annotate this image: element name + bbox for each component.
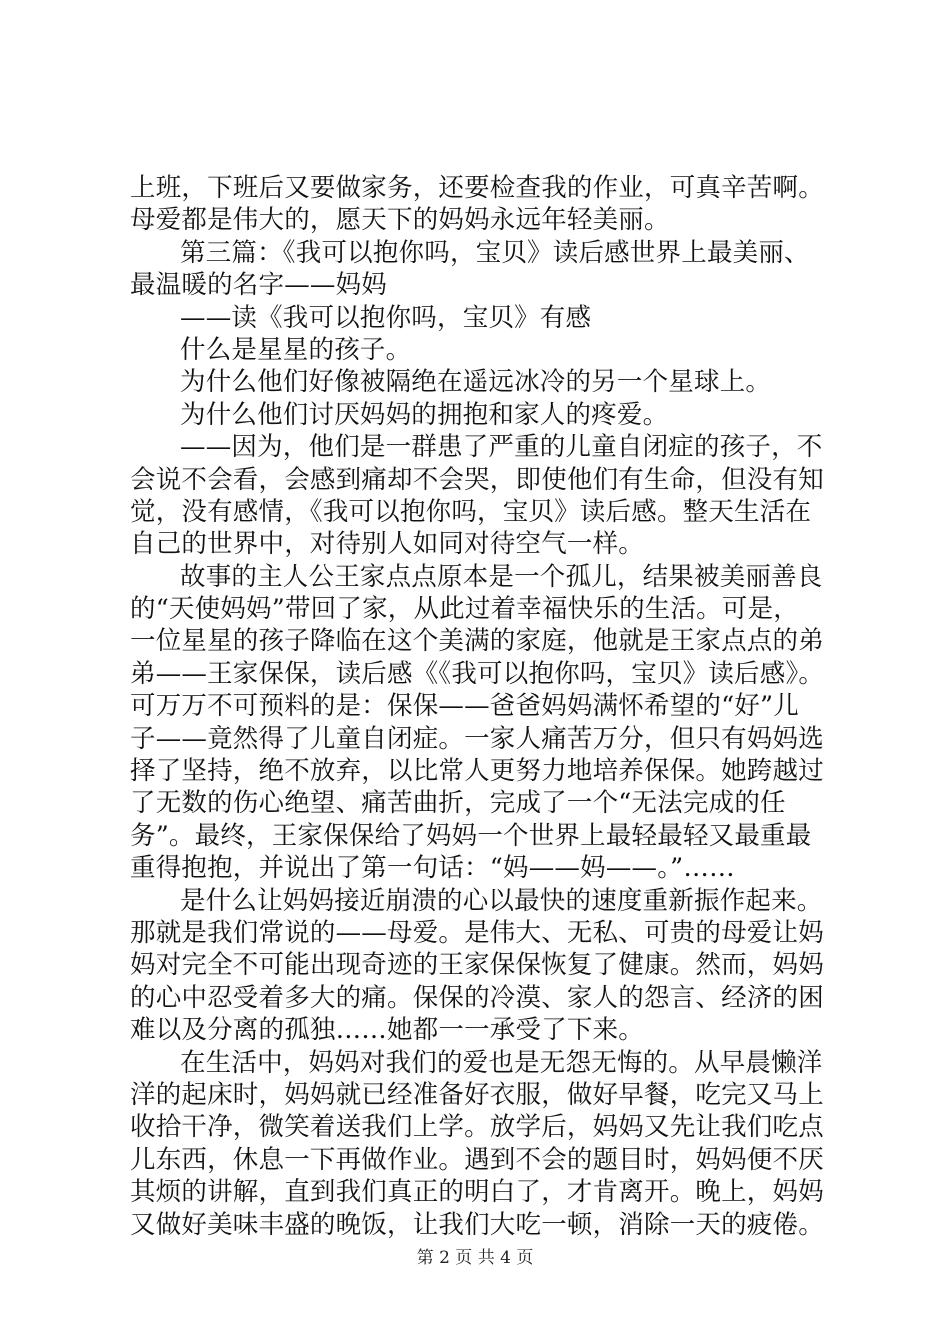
text-line: 难以及分离的孤独……她都一一承受了下来。 [130,1015,645,1046]
text-line: 一位星星的孩子降临在这个美满的家庭，他就是王家点点的弟 [130,626,824,657]
text-line: 儿东西，休息一下再做作业。遇到不会的题目时，妈妈便不厌 [130,1144,824,1175]
text-line: 务”。最终，王家保保给了妈妈一个世界上最轻最轻又最重最 [130,820,812,851]
text-line: 最温暖的名字——妈妈 [130,270,388,301]
document-body [130,172,834,1241]
text-line: 洋的起床时，妈妈就已经准备好衣服，做好早餐，吃完又马上 [130,1079,824,1110]
text-line: 第三篇：《我可以抱你吗，宝贝》读后感世界上最美丽、 [180,237,810,268]
page-footer: 第 2 页 共 4 页 [416,1248,534,1268]
text-line: 弟——王家保保，读后感《《我可以抱你吗，宝贝》读后感》。 [130,658,825,689]
text-line: ——因为，他们是一群患了严重的儿童自闭症的孩子，不 [180,432,823,463]
text-line: 在生活中，妈妈对我们的爱也是无怨无悔的。从早晨懒洋 [180,1047,823,1078]
text-line: 择了坚持，绝不放弃，以比常人更努力地培养保保。她跨越过 [130,756,824,787]
text-line: 为什么他们讨厌妈妈的拥抱和家人的疼爱。 [180,399,669,430]
text-line: 为什么他们好像被隔绝在遥远冰冷的另一个星球上。 [180,367,772,398]
text-line: 重得抱抱，并说出了第一句话：“妈——妈——。”…… [130,853,735,884]
text-line: 会说不会看，会感到痛却不会哭，即使他们有生命，但没有知 [130,464,824,495]
text-line: 子——竟然得了儿童自闭症。一家人痛苦万分，但只有妈妈选 [130,723,824,754]
text-line: 那就是我们常说的——母爱。是伟大、无私、可贵的母爱让妈 [130,917,824,948]
text-line: 其烦的讲解，直到我们真正的明白了，才肯离开。晚上，妈妈 [130,1177,824,1208]
text-line: 什么是星星的孩子。 [180,334,412,365]
text-line: 的“天使妈妈”带回了家，从此过着幸福快乐的生活。可是， [130,594,799,625]
text-line: 是什么让妈妈接近崩溃的心以最快的速度重新振作起来。 [180,885,823,916]
text-line: 上班，下班后又要做家务，还要检查我的作业，可真辛苦啊。 [130,173,824,203]
text-line: 妈对完全不可能出现奇迹的王家保保恢复了健康。然而，妈妈 [130,950,824,981]
text-line: ——读《我可以抱你吗，宝贝》有感 [180,302,592,333]
text-line: 自己的世界中，对待别人如同对待空气一样。 [130,529,645,560]
text-line: 了无数的伤心绝望、痛苦曲折，完成了一个“无法完成的任 [130,788,786,819]
text-line: 又做好美味丰盛的晚饭，让我们大吃一顿，消除一天的疲倦。 [130,1209,824,1240]
text-line: 可万万不可预料的是：保保——爸爸妈妈满怀希望的“好”儿 [130,691,799,722]
text-line: 收拾干净，微笑着送我们上学。放学后，妈妈又先让我们吃点 [130,1112,824,1143]
text-line: 觉，没有感情，《我可以抱你吗，宝贝》读后感。整天生活在 [130,496,812,527]
text-line: 故事的主人公王家点点原本是一个孤儿，结果被美丽善良 [180,561,823,592]
text-line: 的心中忍受着多大的痛。保保的冷漠、家人的怨言、经济的困 [130,982,824,1013]
text-line: 母爱都是伟大的，愿天下的妈妈永远年轻美丽。 [130,205,670,236]
